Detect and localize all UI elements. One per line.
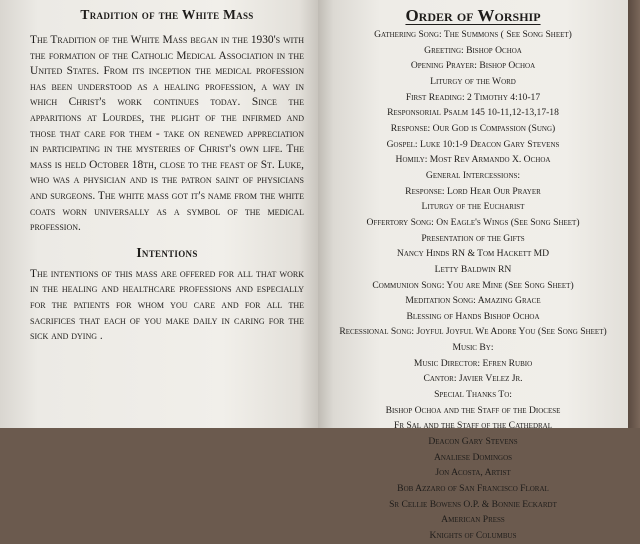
order-item: Music By: bbox=[452, 342, 494, 354]
tradition-paragraph: The Tradition of the White Mass began in the 1930's with the formation of the Catholic Medical Association in the United States. From its inception the medical profession has been understood as a healing profession, a way in which Christ's work continues today. Since the apparitions at Lourdes, the plight of the infirmed and those that care for them - take on renewed appreciation in participating in the mysteries of Christ's own life. The mass is held October 18th, close to the feast of St. Luke, who was a physician and is the patron saint of physicians and surgeons. The white mass got it's name from the white coats worn universally as a symbol of the medical profession. bbox=[30, 34, 304, 234]
order-item: Blessing of Hands Bishop Ochoa bbox=[406, 310, 540, 322]
background-edge bbox=[628, 0, 640, 428]
order-item: Recessional Song: Joyful Joyful We Adore You (See Song Sheet) bbox=[339, 326, 607, 338]
tradition-title: Tradition of the White Mass bbox=[80, 7, 254, 22]
order-item: Opening Prayer: Bishop Ochoa bbox=[410, 60, 536, 72]
order-item: Bob Azzaro of San Francisco Floral bbox=[397, 483, 549, 495]
order-item: Special Thanks To: bbox=[434, 389, 512, 401]
order-item: Jon Acosta, Artist bbox=[435, 467, 511, 479]
order-item: First Reading: 2 Timothy 4:10-17 bbox=[405, 91, 541, 103]
order-item: Response: Our God is Compassion (Sung) bbox=[390, 122, 556, 134]
order-item: Liturgy of the Eucharist bbox=[421, 201, 525, 213]
order-item: Fr Sal and the Staff of the Cathedral bbox=[393, 420, 553, 432]
order-item: Cantor: Javier Velez Jr. bbox=[423, 373, 523, 385]
order-item: Offertory Song: On Eagle's Wings (See Song Sheet) bbox=[366, 216, 580, 228]
order-item: Gospel: Luke 10:1-9 Deacon Gary Stevens bbox=[386, 138, 560, 150]
order-item: Responsorial Psalm 145 10-11,12-13,17-18 bbox=[387, 107, 559, 119]
right-page bbox=[318, 0, 628, 541]
order-item: American Press bbox=[441, 514, 505, 526]
order-item: Knights of Columbus bbox=[429, 530, 517, 541]
order-item: Gathering Song: The Summons ( See Song Sheet) bbox=[374, 29, 572, 40]
order-item: Deacon Gary Stevens bbox=[428, 436, 518, 448]
intentions-title: Intentions bbox=[136, 244, 198, 260]
order-item: Nancy Hinds RN & Tom Hackett MD bbox=[396, 248, 550, 260]
order-item: Homily: Most Rev Armando X. Ochoa bbox=[395, 154, 551, 166]
order-of-worship-title: Order of Worship bbox=[405, 6, 541, 25]
order-item: Response: Lord Hear Our Prayer bbox=[405, 185, 541, 197]
order-item: Analiese Domingos bbox=[433, 451, 513, 463]
order-item: Sr Cellie Bowens O.P. & Bonnie Eckardt bbox=[389, 498, 557, 510]
order-item: Letty Baldwin RN bbox=[434, 263, 512, 275]
order-item: General Intercessions: bbox=[425, 169, 521, 181]
order-item: Presentation of the Gifts bbox=[421, 232, 525, 244]
order-item: Greeting: Bishop Ochoa bbox=[424, 44, 522, 56]
order-item: Music Director: Efren Rubio bbox=[413, 357, 533, 369]
order-item: Bishop Ochoa and the Staff of the Diocese bbox=[385, 404, 561, 416]
order-item: Communion Song: You are Mine (See Song Sheet) bbox=[372, 279, 574, 291]
intentions-paragraph: The intentions of this mass are offered for all that work in the healing and healthcare professions and especially for the patients for whom you care and for all the sacrifices that each of you make daily in caring for the sick and dying . bbox=[30, 267, 304, 343]
left-page bbox=[0, 0, 318, 428]
order-of-worship-list bbox=[318, 27, 628, 544]
order-item: Meditation Song: Amazing Grace bbox=[405, 295, 541, 307]
order-item: Liturgy of the Word bbox=[430, 75, 516, 87]
